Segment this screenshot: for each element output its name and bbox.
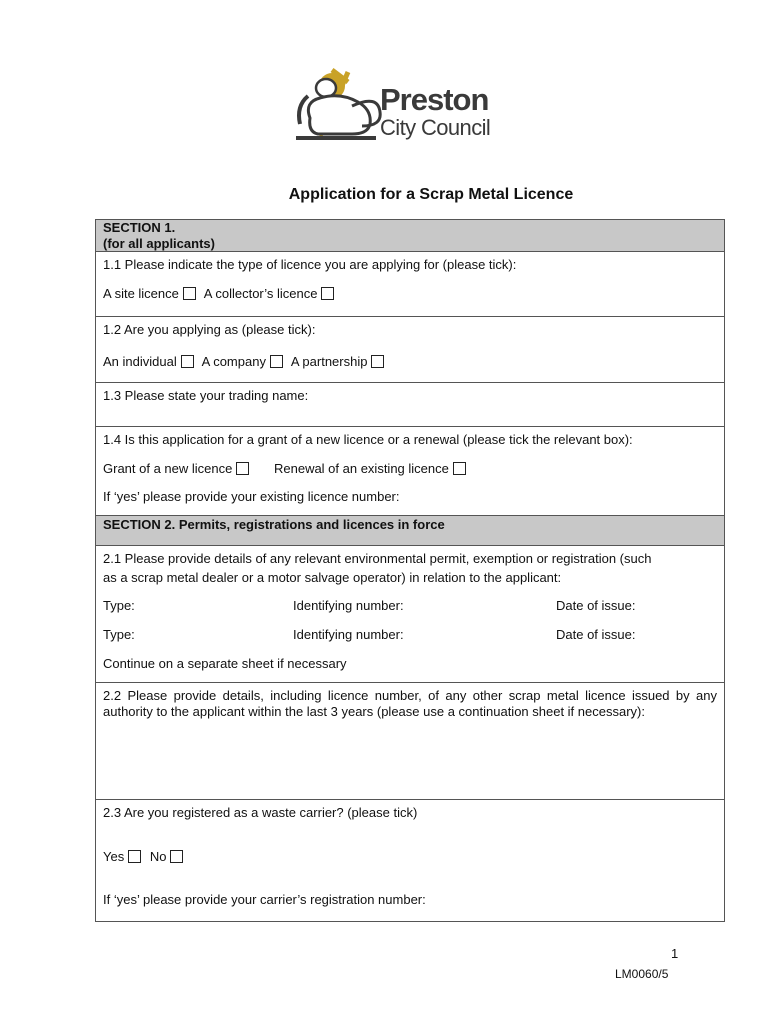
document-reference: LM0060/5 bbox=[615, 967, 669, 981]
collector-licence-label: A collector’s licence bbox=[203, 285, 318, 301]
permit-date-label: Date of issue: bbox=[556, 598, 636, 614]
no-checkbox[interactable] bbox=[170, 850, 183, 863]
company-label: A company bbox=[201, 353, 266, 369]
permit-type-label: Type: bbox=[103, 626, 135, 642]
yes-label: Yes bbox=[103, 848, 125, 864]
renewal-label: Renewal of an existing licence bbox=[273, 460, 449, 476]
q2-1-question-line1: 2.1 Please provide details of any relevant environmental permit, exemption or registration (such bbox=[103, 551, 652, 567]
grant-new-licence-checkbox[interactable] bbox=[236, 462, 249, 475]
q2-3-question: 2.3 Are you registered as a waste carrier? (please tick) bbox=[103, 805, 418, 821]
permit-row[interactable] bbox=[103, 598, 717, 614]
q1-3-question: 1.3 Please state your trading name: bbox=[103, 388, 309, 404]
section2-heading: SECTION 2. Permits, registrations and licences in force bbox=[103, 517, 445, 533]
q1-1-options bbox=[103, 286, 717, 302]
company-checkbox[interactable] bbox=[270, 355, 283, 368]
section2-header bbox=[96, 516, 725, 546]
q1-4-block bbox=[96, 427, 725, 516]
permit-date-label: Date of issue: bbox=[556, 626, 636, 642]
q1-4-question: 1.4 Is this application for a grant of a new licence or a renewal (please tick the relevant box): bbox=[103, 432, 633, 448]
q1-4-options bbox=[103, 461, 717, 477]
site-licence-checkbox[interactable] bbox=[183, 287, 196, 300]
permit-row[interactable] bbox=[103, 627, 717, 643]
logo-subtitle: City Council bbox=[380, 115, 491, 140]
individual-label: An individual bbox=[103, 353, 177, 369]
site-licence-label: A site licence bbox=[103, 285, 179, 301]
section1-heading: SECTION 1. bbox=[103, 220, 176, 235]
q1-2-question: 1.2 Are you applying as (please tick): bbox=[103, 322, 316, 338]
q2-2-block[interactable] bbox=[96, 683, 725, 800]
no-label: No bbox=[149, 848, 167, 864]
permit-id-label: Identifying number: bbox=[293, 626, 404, 642]
q1-2-block bbox=[96, 317, 725, 383]
q1-1-block bbox=[96, 252, 725, 317]
partnership-label: A partnership bbox=[290, 353, 368, 369]
renewal-checkbox[interactable] bbox=[453, 462, 466, 475]
logo-name: Preston bbox=[380, 82, 489, 117]
council-logo bbox=[292, 66, 522, 150]
individual-checkbox[interactable] bbox=[181, 355, 194, 368]
permit-type-label: Type: bbox=[103, 598, 135, 614]
separate-sheet-note: Continue on a separate sheet if necessary bbox=[103, 655, 347, 671]
application-form bbox=[95, 219, 725, 922]
q2-1-block bbox=[96, 546, 725, 683]
section1-subheading: (for all applicants) bbox=[103, 235, 215, 251]
collector-licence-checkbox[interactable] bbox=[321, 287, 334, 300]
yes-checkbox[interactable] bbox=[128, 850, 141, 863]
section1-header bbox=[96, 220, 725, 252]
q2-3-block bbox=[96, 800, 725, 922]
partnership-checkbox[interactable] bbox=[371, 355, 384, 368]
q2-1-question-line2: as a scrap metal dealer or a motor salvage operator) in relation to the applicant: bbox=[103, 569, 562, 585]
existing-licence-number-prompt[interactable]: If ‘yes’ please provide your existing licence number: bbox=[103, 489, 400, 505]
q1-1-question: 1.1 Please indicate the type of licence you are applying for (please tick): bbox=[103, 257, 517, 273]
grant-new-licence-label: Grant of a new licence bbox=[103, 460, 233, 476]
permit-id-label: Identifying number: bbox=[293, 598, 404, 614]
q2-2-question: 2.2 Please provide details, including licence number, of any other scrap metal licence issued by any authority to the applicant within the last 3 years (please use a continuation sheet if necessary): bbox=[103, 688, 717, 719]
q1-3-block[interactable] bbox=[96, 383, 725, 427]
q1-2-options bbox=[103, 354, 717, 370]
page-title: Application for a Scrap Metal Licence bbox=[288, 186, 574, 203]
page-number: 1 bbox=[671, 946, 679, 961]
lamb-and-flag-icon bbox=[292, 66, 384, 150]
q2-3-options bbox=[103, 849, 717, 865]
carrier-registration-prompt[interactable]: If ‘yes’ please provide your carrier’s registration number: bbox=[103, 892, 426, 908]
